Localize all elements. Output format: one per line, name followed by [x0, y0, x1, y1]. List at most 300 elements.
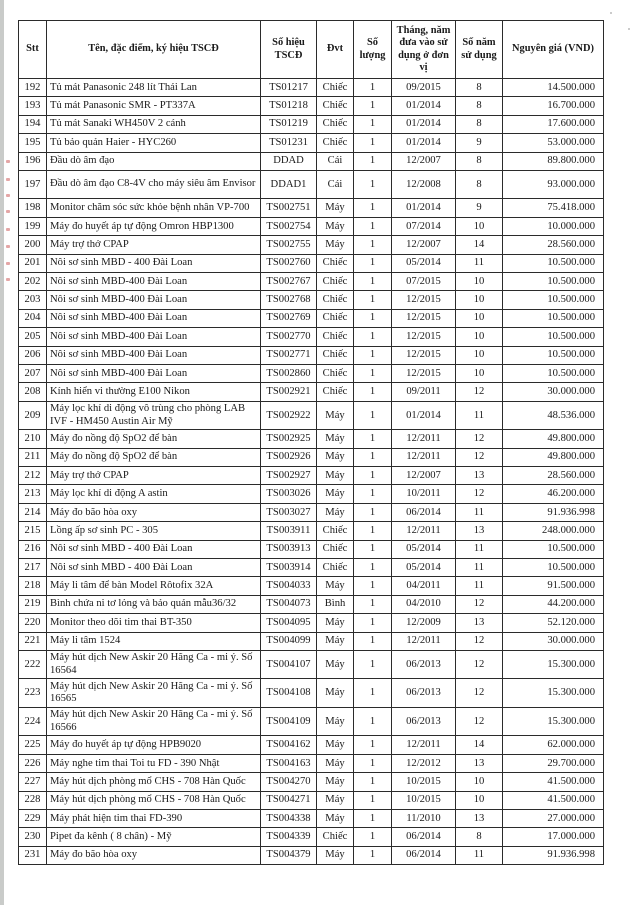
cell-asset-name: Tủ bảo quản Haier - HYC260: [47, 134, 261, 152]
fixed-asset-table: [18, 20, 604, 865]
cell-row-number: 214: [19, 503, 47, 521]
cell-asset-name: Máy phát hiện tim thai FD-390: [47, 810, 261, 828]
cell-asset-code: TS002921: [261, 383, 317, 401]
table-header-row: [19, 21, 604, 79]
cell-quantity: 1: [354, 540, 392, 558]
cell-quantity: 1: [354, 707, 392, 736]
cell-years-of-use: 11: [456, 846, 503, 864]
cell-row-number: 204: [19, 309, 47, 327]
cell-in-service-date: 01/2014: [392, 97, 456, 115]
cell-in-service-date: 12/2011: [392, 430, 456, 448]
cell-asset-name: Nôi sơ sinh MBD - 400 Đài Loan: [47, 558, 261, 576]
cell-quantity: 1: [354, 401, 392, 430]
table-row: [19, 346, 604, 364]
cell-original-cost: 10.000.000: [503, 217, 604, 235]
cell-row-number: 196: [19, 152, 47, 170]
cell-original-cost: 10.500.000: [503, 346, 604, 364]
cell-original-cost: 10.500.000: [503, 254, 604, 272]
cell-unit: Bình: [317, 595, 354, 613]
cell-original-cost: 248.000.000: [503, 522, 604, 540]
cell-asset-name: Máy nghe tim thai Toi tu FD - 390 Nhật: [47, 754, 261, 772]
cell-years-of-use: 10: [456, 346, 503, 364]
cell-years-of-use: 13: [456, 614, 503, 632]
cell-asset-code: TS004271: [261, 791, 317, 809]
cell-unit: Chiếc: [317, 134, 354, 152]
cell-years-of-use: 12: [456, 430, 503, 448]
header-stt: Stt: [19, 21, 47, 79]
cell-in-service-date: 01/2014: [392, 115, 456, 133]
cell-row-number: 223: [19, 679, 47, 708]
cell-quantity: 1: [354, 791, 392, 809]
cell-asset-name: Nôi sơ sinh MBD-400 Đài Loan: [47, 364, 261, 382]
cell-asset-name: Monitor chăm sóc sức khỏe bệnh nhân VP-700: [47, 199, 261, 217]
table-row: [19, 773, 604, 791]
cell-original-cost: 15.300.000: [503, 650, 604, 679]
cell-original-cost: 49.800.000: [503, 430, 604, 448]
cell-unit: Chiếc: [317, 291, 354, 309]
cell-quantity: 1: [354, 650, 392, 679]
cell-asset-name: Nôi sơ sinh MBD-400 Đài Loan: [47, 346, 261, 364]
cell-quantity: 1: [354, 291, 392, 309]
cell-asset-name: Máy li tâm 1524: [47, 632, 261, 650]
cell-asset-code: TS002860: [261, 364, 317, 382]
table-row: [19, 650, 604, 679]
cell-unit: Chiếc: [317, 522, 354, 540]
cell-asset-name: Nôi sơ sinh MBD - 400 Đài Loan: [47, 540, 261, 558]
cell-in-service-date: 12/2007: [392, 236, 456, 254]
cell-original-cost: 41.500.000: [503, 791, 604, 809]
cell-unit: Máy: [317, 485, 354, 503]
table-row: [19, 503, 604, 521]
cell-quantity: 1: [354, 236, 392, 254]
cell-years-of-use: 11: [456, 254, 503, 272]
cell-asset-name: Kính hiển vi thường E100 Nikon: [47, 383, 261, 401]
cell-unit: Máy: [317, 430, 354, 448]
cell-years-of-use: 14: [456, 736, 503, 754]
cell-years-of-use: 11: [456, 401, 503, 430]
cell-in-service-date: 10/2015: [392, 773, 456, 791]
cell-asset-code: TS003026: [261, 485, 317, 503]
cell-asset-code: TS002760: [261, 254, 317, 272]
cell-asset-code: TS002926: [261, 448, 317, 466]
cell-asset-code: TS002751: [261, 199, 317, 217]
cell-years-of-use: 9: [456, 134, 503, 152]
cell-row-number: 215: [19, 522, 47, 540]
cell-unit: Chiếc: [317, 309, 354, 327]
table-row: [19, 170, 604, 199]
cell-quantity: 1: [354, 846, 392, 864]
cell-asset-code: TS002767: [261, 273, 317, 291]
cell-quantity: 1: [354, 170, 392, 199]
cell-in-service-date: 12/2011: [392, 736, 456, 754]
cell-years-of-use: 13: [456, 810, 503, 828]
cell-unit: Chiếc: [317, 115, 354, 133]
table-row: [19, 364, 604, 382]
cell-row-number: 216: [19, 540, 47, 558]
cell-asset-name: Nôi sơ sinh MBD-400 Đài Loan: [47, 328, 261, 346]
cell-row-number: 208: [19, 383, 47, 401]
cell-quantity: 1: [354, 430, 392, 448]
cell-original-cost: 49.800.000: [503, 448, 604, 466]
cell-years-of-use: 8: [456, 97, 503, 115]
cell-in-service-date: 09/2015: [392, 79, 456, 97]
cell-unit: Chiếc: [317, 254, 354, 272]
cell-asset-name: Bình chứa ni tơ lỏng và bảo quản mẫu36/32: [47, 595, 261, 613]
cell-in-service-date: 05/2014: [392, 254, 456, 272]
cell-unit: Máy: [317, 736, 354, 754]
cell-asset-name: Máy đo nồng độ SpO2 để bàn: [47, 430, 261, 448]
cell-asset-name: Tủ mát Panasonic 248 lít Thái Lan: [47, 79, 261, 97]
cell-quantity: 1: [354, 309, 392, 327]
cell-asset-code: TS003914: [261, 558, 317, 576]
table-row: [19, 328, 604, 346]
table-row: [19, 632, 604, 650]
cell-original-cost: 28.560.000: [503, 467, 604, 485]
cell-in-service-date: 01/2014: [392, 401, 456, 430]
cell-original-cost: 91.936.998: [503, 503, 604, 521]
cell-unit: Cái: [317, 170, 354, 199]
cell-quantity: 1: [354, 736, 392, 754]
table-row: [19, 273, 604, 291]
table-row: [19, 383, 604, 401]
table-row: [19, 522, 604, 540]
cell-years-of-use: 12: [456, 650, 503, 679]
cell-asset-name: Nôi sơ sinh MBD-400 Đài Loan: [47, 291, 261, 309]
cell-row-number: 221: [19, 632, 47, 650]
header-in-service-date: Tháng, năm đưa vào sử dụng ở đơn vị: [392, 21, 456, 79]
cell-row-number: 195: [19, 134, 47, 152]
table-row: [19, 401, 604, 430]
header-original-cost: Nguyên giá (VND): [503, 21, 604, 79]
cell-asset-code: DDAD: [261, 152, 317, 170]
cell-quantity: 1: [354, 522, 392, 540]
cell-unit: Máy: [317, 217, 354, 235]
cell-quantity: 1: [354, 152, 392, 170]
cell-original-cost: 10.500.000: [503, 309, 604, 327]
cell-years-of-use: 8: [456, 115, 503, 133]
cell-quantity: 1: [354, 679, 392, 708]
red-stamp-marks: [4, 150, 14, 290]
cell-asset-code: TS004033: [261, 577, 317, 595]
cell-quantity: 1: [354, 199, 392, 217]
cell-original-cost: 52.120.000: [503, 614, 604, 632]
cell-unit: Máy: [317, 650, 354, 679]
cell-years-of-use: 12: [456, 679, 503, 708]
cell-in-service-date: 10/2015: [392, 791, 456, 809]
cell-row-number: 229: [19, 810, 47, 828]
cell-asset-name: Nôi sơ sinh MBD - 400 Đài Loan: [47, 254, 261, 272]
cell-asset-code: TS004107: [261, 650, 317, 679]
table-row: [19, 614, 604, 632]
table-row: [19, 448, 604, 466]
cell-unit: Máy: [317, 236, 354, 254]
cell-asset-name: Tủ mát Panasonic SMR - PT337A: [47, 97, 261, 115]
header-asset-code: Số hiệu TSCĐ: [261, 21, 317, 79]
cell-asset-name: Máy đo nồng độ SpO2 để bàn: [47, 448, 261, 466]
cell-row-number: 200: [19, 236, 47, 254]
cell-unit: Máy: [317, 632, 354, 650]
cell-in-service-date: 06/2014: [392, 828, 456, 846]
cell-asset-code: TS003911: [261, 522, 317, 540]
cell-original-cost: 10.500.000: [503, 273, 604, 291]
cell-in-service-date: 12/2009: [392, 614, 456, 632]
cell-asset-code: TS002927: [261, 467, 317, 485]
cell-asset-name: Lồng ấp sơ sinh PC - 305: [47, 522, 261, 540]
cell-asset-code: TS002768: [261, 291, 317, 309]
cell-quantity: 1: [354, 632, 392, 650]
cell-row-number: 218: [19, 577, 47, 595]
cell-asset-code: TS002925: [261, 430, 317, 448]
cell-years-of-use: 10: [456, 309, 503, 327]
cell-original-cost: 10.500.000: [503, 328, 604, 346]
cell-in-service-date: 05/2014: [392, 558, 456, 576]
cell-asset-name: Máy li tâm để bàn Model Rôtofix 32A: [47, 577, 261, 595]
cell-asset-code: TS002922: [261, 401, 317, 430]
cell-unit: Máy: [317, 503, 354, 521]
cell-in-service-date: 05/2014: [392, 540, 456, 558]
table-row: [19, 217, 604, 235]
cell-original-cost: 10.500.000: [503, 291, 604, 309]
cell-in-service-date: 12/2008: [392, 170, 456, 199]
cell-row-number: 211: [19, 448, 47, 466]
cell-original-cost: 17.000.000: [503, 828, 604, 846]
cell-quantity: 1: [354, 273, 392, 291]
scan-speck: [610, 12, 612, 14]
cell-original-cost: 48.536.000: [503, 401, 604, 430]
cell-unit: Chiếc: [317, 558, 354, 576]
table-row: [19, 309, 604, 327]
cell-years-of-use: 11: [456, 540, 503, 558]
cell-asset-code: TS01217: [261, 79, 317, 97]
cell-years-of-use: 12: [456, 632, 503, 650]
cell-in-service-date: 12/2011: [392, 522, 456, 540]
cell-asset-code: TS002754: [261, 217, 317, 235]
cell-quantity: 1: [354, 828, 392, 846]
cell-row-number: 206: [19, 346, 47, 364]
cell-asset-code: TS002755: [261, 236, 317, 254]
cell-unit: Chiếc: [317, 346, 354, 364]
cell-quantity: 1: [354, 97, 392, 115]
table-row: [19, 810, 604, 828]
cell-row-number: 228: [19, 791, 47, 809]
cell-years-of-use: 14: [456, 236, 503, 254]
cell-original-cost: 17.600.000: [503, 115, 604, 133]
cell-asset-code: TS004095: [261, 614, 317, 632]
cell-years-of-use: 8: [456, 152, 503, 170]
cell-row-number: 224: [19, 707, 47, 736]
table-row: [19, 254, 604, 272]
cell-years-of-use: 13: [456, 467, 503, 485]
cell-in-service-date: 01/2014: [392, 199, 456, 217]
cell-years-of-use: 11: [456, 503, 503, 521]
cell-in-service-date: 06/2013: [392, 679, 456, 708]
cell-asset-name: Nôi sơ sinh MBD-400 Đài Loan: [47, 309, 261, 327]
cell-unit: Chiếc: [317, 383, 354, 401]
cell-years-of-use: 12: [456, 448, 503, 466]
cell-asset-code: TS002771: [261, 346, 317, 364]
cell-original-cost: 15.300.000: [503, 707, 604, 736]
cell-row-number: 212: [19, 467, 47, 485]
cell-row-number: 199: [19, 217, 47, 235]
table-row: [19, 467, 604, 485]
cell-in-service-date: 06/2014: [392, 503, 456, 521]
cell-in-service-date: 01/2014: [392, 134, 456, 152]
cell-quantity: 1: [354, 558, 392, 576]
cell-years-of-use: 11: [456, 558, 503, 576]
cell-years-of-use: 12: [456, 383, 503, 401]
table-row: [19, 152, 604, 170]
cell-original-cost: 10.500.000: [503, 558, 604, 576]
cell-in-service-date: 12/2015: [392, 364, 456, 382]
cell-in-service-date: 12/2015: [392, 291, 456, 309]
cell-asset-code: TS002769: [261, 309, 317, 327]
cell-asset-code: TS004162: [261, 736, 317, 754]
cell-years-of-use: 10: [456, 273, 503, 291]
cell-row-number: 201: [19, 254, 47, 272]
table-row: [19, 79, 604, 97]
cell-in-service-date: 12/2007: [392, 467, 456, 485]
cell-in-service-date: 06/2014: [392, 846, 456, 864]
table-row: [19, 291, 604, 309]
cell-asset-name: Máy đo bão hòa oxy: [47, 503, 261, 521]
cell-original-cost: 30.000.000: [503, 383, 604, 401]
cell-original-cost: 62.000.000: [503, 736, 604, 754]
cell-quantity: 1: [354, 364, 392, 382]
cell-in-service-date: 11/2010: [392, 810, 456, 828]
cell-asset-code: TS004099: [261, 632, 317, 650]
cell-original-cost: 46.200.000: [503, 485, 604, 503]
cell-quantity: 1: [354, 503, 392, 521]
cell-in-service-date: 04/2011: [392, 577, 456, 595]
table-row: [19, 115, 604, 133]
cell-original-cost: 91.936.998: [503, 846, 604, 864]
cell-unit: Chiếc: [317, 364, 354, 382]
cell-unit: Chiếc: [317, 97, 354, 115]
cell-asset-code: DDAD1: [261, 170, 317, 199]
cell-row-number: 203: [19, 291, 47, 309]
cell-unit: Chiếc: [317, 328, 354, 346]
cell-row-number: 210: [19, 430, 47, 448]
scan-speck: [628, 28, 630, 30]
cell-unit: Máy: [317, 810, 354, 828]
cell-asset-name: Máy trợ thở CPAP: [47, 236, 261, 254]
cell-original-cost: 30.000.000: [503, 632, 604, 650]
cell-row-number: 227: [19, 773, 47, 791]
cell-in-service-date: 06/2013: [392, 650, 456, 679]
cell-asset-code: TS003913: [261, 540, 317, 558]
cell-in-service-date: 12/2012: [392, 754, 456, 772]
header-quantity: Số lượng: [354, 21, 392, 79]
cell-quantity: 1: [354, 810, 392, 828]
cell-in-service-date: 07/2014: [392, 217, 456, 235]
cell-original-cost: 14.500.000: [503, 79, 604, 97]
table-row: [19, 236, 604, 254]
cell-asset-code: TS004379: [261, 846, 317, 864]
cell-quantity: 1: [354, 217, 392, 235]
cell-unit: Máy: [317, 754, 354, 772]
cell-years-of-use: 11: [456, 577, 503, 595]
cell-unit: Máy: [317, 577, 354, 595]
cell-asset-name: Máy hút dịch phòng mổ CHS - 708 Hàn Quốc: [47, 773, 261, 791]
cell-quantity: 1: [354, 346, 392, 364]
cell-years-of-use: 9: [456, 199, 503, 217]
cell-in-service-date: 12/2011: [392, 632, 456, 650]
table-row: [19, 540, 604, 558]
cell-quantity: 1: [354, 467, 392, 485]
cell-asset-name: Máy lọc khí di động A astin: [47, 485, 261, 503]
cell-unit: Chiếc: [317, 828, 354, 846]
cell-unit: Cái: [317, 152, 354, 170]
table-row: [19, 199, 604, 217]
cell-asset-code: TS004270: [261, 773, 317, 791]
cell-row-number: 230: [19, 828, 47, 846]
cell-row-number: 192: [19, 79, 47, 97]
cell-row-number: 213: [19, 485, 47, 503]
cell-row-number: 219: [19, 595, 47, 613]
cell-unit: Máy: [317, 773, 354, 791]
cell-row-number: 222: [19, 650, 47, 679]
cell-in-service-date: 12/2015: [392, 309, 456, 327]
cell-row-number: 194: [19, 115, 47, 133]
cell-asset-name: Máy hút dịch New Askir 20 Hãng Ca - mi ý. Số 16564: [47, 650, 261, 679]
header-years-of-use: Số năm sử dụng: [456, 21, 503, 79]
cell-row-number: 198: [19, 199, 47, 217]
cell-asset-code: TS002770: [261, 328, 317, 346]
cell-quantity: 1: [354, 134, 392, 152]
cell-years-of-use: 13: [456, 522, 503, 540]
cell-quantity: 1: [354, 595, 392, 613]
cell-asset-name: Monitor theo dõi tim thai BT-350: [47, 614, 261, 632]
cell-asset-name: Máy lọc khí di động vô trùng cho phòng LAB IVF - HM450 Austin Air Mỹ: [47, 401, 261, 430]
cell-asset-code: TS004338: [261, 810, 317, 828]
cell-years-of-use: 13: [456, 754, 503, 772]
table-row: [19, 558, 604, 576]
cell-asset-name: Pipet đa kênh ( 8 chân) - Mỹ: [47, 828, 261, 846]
cell-original-cost: 29.700.000: [503, 754, 604, 772]
cell-unit: Máy: [317, 679, 354, 708]
cell-asset-code: TS004163: [261, 754, 317, 772]
table-row: [19, 828, 604, 846]
cell-asset-name: Máy đo huyết áp tự động HPB9020: [47, 736, 261, 754]
cell-years-of-use: 10: [456, 217, 503, 235]
cell-in-service-date: 06/2013: [392, 707, 456, 736]
cell-quantity: 1: [354, 754, 392, 772]
cell-quantity: 1: [354, 485, 392, 503]
cell-row-number: 217: [19, 558, 47, 576]
cell-years-of-use: 10: [456, 328, 503, 346]
cell-asset-code: TS004108: [261, 679, 317, 708]
cell-years-of-use: 10: [456, 364, 503, 382]
table-row: [19, 791, 604, 809]
cell-asset-name: Máy trợ thở CPAP: [47, 467, 261, 485]
cell-row-number: 231: [19, 846, 47, 864]
table-row: [19, 134, 604, 152]
cell-years-of-use: 12: [456, 595, 503, 613]
cell-quantity: 1: [354, 328, 392, 346]
cell-asset-code: TS003027: [261, 503, 317, 521]
cell-asset-code: TS01231: [261, 134, 317, 152]
cell-in-service-date: 12/2015: [392, 328, 456, 346]
cell-original-cost: 89.800.000: [503, 152, 604, 170]
cell-original-cost: 28.560.000: [503, 236, 604, 254]
cell-row-number: 225: [19, 736, 47, 754]
cell-quantity: 1: [354, 773, 392, 791]
table-row: [19, 679, 604, 708]
cell-asset-code: TS004109: [261, 707, 317, 736]
cell-original-cost: 16.700.000: [503, 97, 604, 115]
cell-years-of-use: 12: [456, 485, 503, 503]
cell-unit: Máy: [317, 707, 354, 736]
